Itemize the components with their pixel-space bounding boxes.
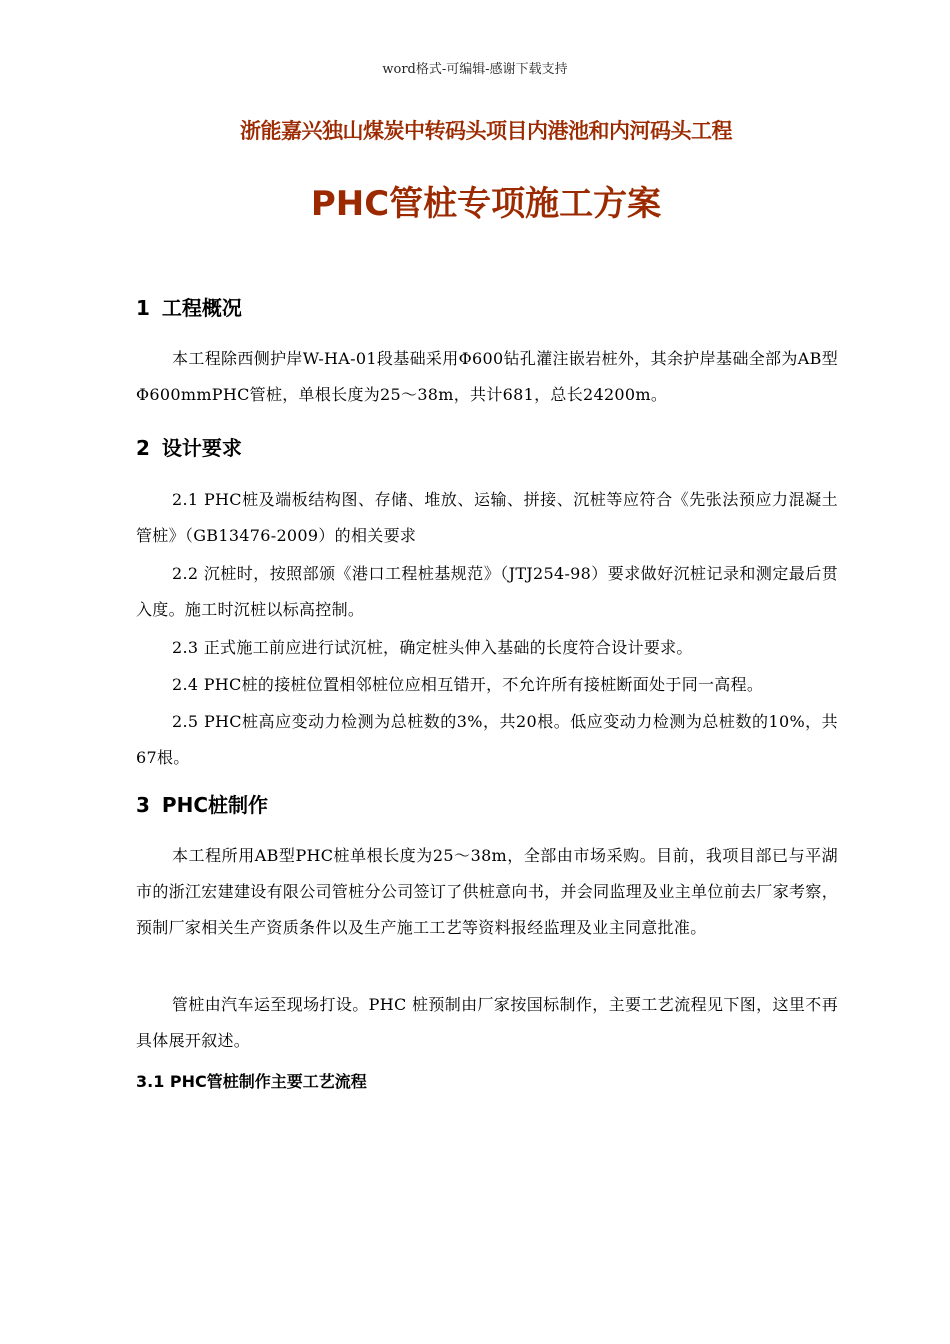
section-title: 设计要求 — [161, 436, 242, 460]
paragraph: 2.2 沉桩时，按照部颁《港口工程桩基规范》（JTJ254-98）要求做好沉桩记录和测定最后贯入度。施工时沉桩以标高控制。 — [136, 564, 838, 619]
paragraph: 2.1 PHC桩及端板结构图、存储、堆放、运输、拼接、沉桩等应符合《先张法预应力混凝土管桩》（GB13476-2009）的相关要求 — [136, 490, 838, 545]
document-title-line2: PHC管桩专项施工方案 — [310, 184, 662, 224]
paragraph: 2.5 PHC桩高应变动力检测为总桩数的3%，共20根。低应变动力检测为总桩数的10%，共67根。 — [136, 712, 838, 767]
paragraph: 本工程除西侧护岸W-HA-01段基础采用Φ600钻孔灌注嵌岩桩外，其余护岸基础全部为AB型Φ600mmPHC管桩，单根长度为25～38m，共计681，总长24200m。 — [136, 349, 838, 404]
section-title: 工程概况 — [161, 296, 242, 320]
paragraph: 本工程所用AB型PHC桩单根长度为25～38m，全部由市场采购。目前，我项目部已与平湖市的浙江宏建建设有限公司管桩分公司签订了供桩意向书，并会同监理及业主单位前去厂家考察，预制厂家相关生产资质条件以及生产施工工艺等资料报经监理及业主同意批准。 — [136, 846, 838, 937]
section-heading-1 — [136, 296, 242, 320]
section-number: 3 — [136, 793, 150, 817]
section-title: PHC桩制作 — [161, 793, 268, 817]
section-number: 2 — [136, 436, 150, 460]
header-watermark: word格式-可编辑-感谢下载支持 — [382, 62, 568, 77]
paragraph: 2.3 正式施工前应进行试沉桩，确定桩头伸入基础的长度符合设计要求。 — [172, 638, 693, 657]
document-title-line1: 浙能嘉兴独山煤炭中转码头项目内港池和内河码头工程 — [240, 119, 732, 143]
paragraph: 管桩由汽车运至现场打设。PHC 桩预制由厂家按国标制作，主要工艺流程见下图，这里不再具体展开叙述。 — [136, 995, 838, 1050]
subsection-number: 3.1 — [136, 1072, 165, 1091]
subsection-title: PHC管桩制作主要工艺流程 — [169, 1072, 367, 1091]
section-heading-3 — [136, 793, 268, 817]
section-heading-2 — [136, 436, 242, 460]
paragraph: 2.4 PHC桩的接桩位置相邻桩位应相互错开，不允许所有接桩断面处于同一高程。 — [172, 675, 764, 694]
subsection-heading-3-1 — [136, 1071, 367, 1093]
section-number: 1 — [136, 296, 150, 320]
